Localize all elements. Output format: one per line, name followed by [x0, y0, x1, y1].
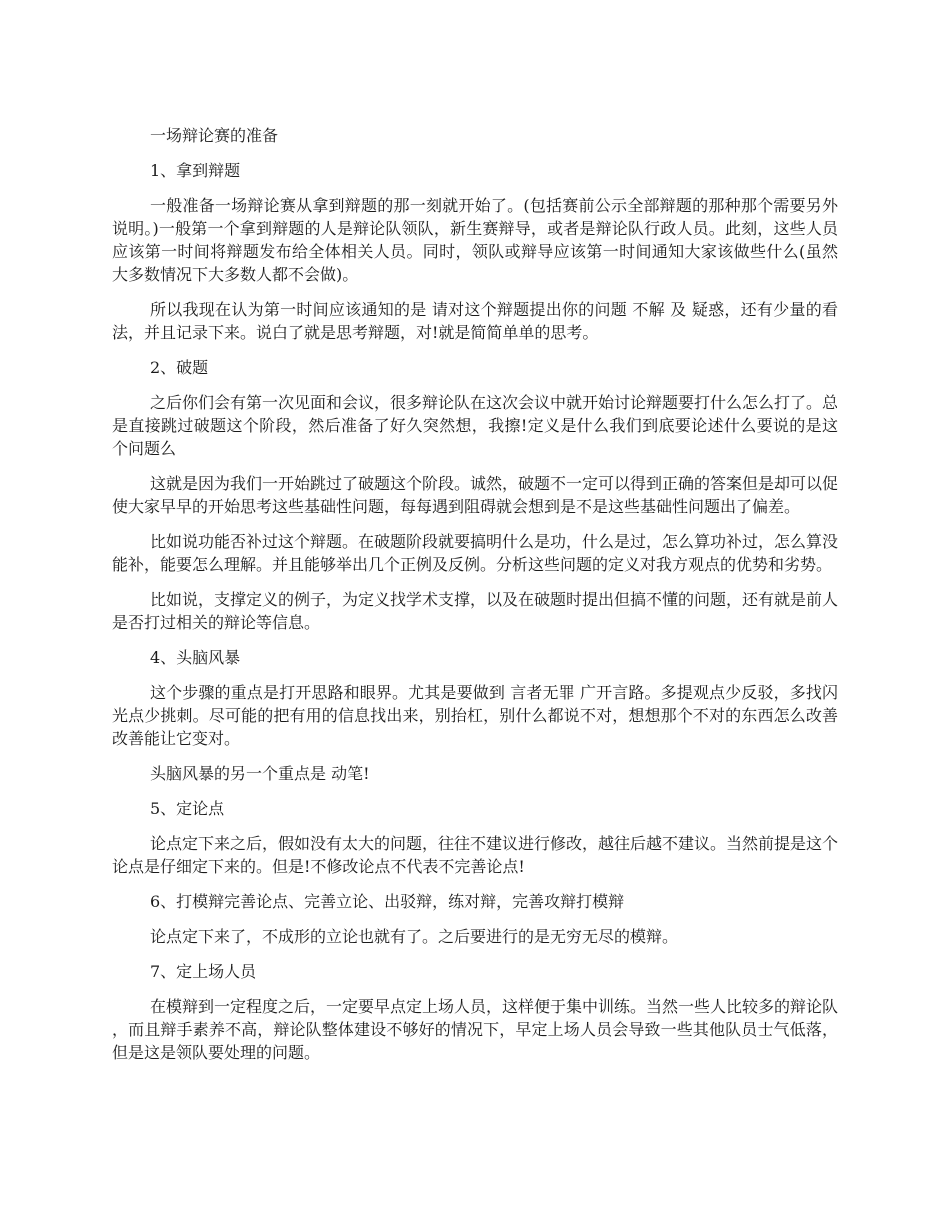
paragraph: 这就是因为我们一开始跳过了破题这个阶段。诚然，破题不一定可以得到正确的答案但是却可以促使大家早早的开始思考这些基础性问题，每每遇到阻碍就会想到是不是这些基础性问题出了偏差。	[112, 474, 839, 516]
section-heading: 6、打模辩完善论点、完善立论、出驳辩，练对辩，完善攻辩打模辩	[150, 892, 625, 911]
paragraph: 之后你们会有第一次见面和会议，很多辩论队在这次会议中就开始讨论辩题要打什么怎么打了。总是直接跳过破题这个阶段，然后准备了好久突然想，我擦!定义是什么我们到底要论述什么要说的是这个问题么	[112, 393, 839, 458]
paragraph: 一般准备一场辩论赛从拿到辩题的那一刻就开始了。(包括赛前公示全部辩题的那种那个需要另外说明。)一般第一个拿到辩题的人是辩论队领队，新生赛辩导，或者是辩论队行政人员。此刻，这些人员应该第一时间将辩题发布给全体相关人员。同时，领队或辩导应该第一时间通知大家该做些什么(虽然大多数情况下大多数人都不会做)。	[112, 196, 838, 284]
paragraph: 这个步骤的重点是打开思路和眼界。尤其是要做到 言者无罪 广开言路。多提观点少反驳，多找闪光点少挑刺。尽可能的把有用的信息找出来，别抬杠，别什么都说不对，想想那个不对的东西怎么改善改善能让它变对。	[112, 683, 838, 748]
section-heading: 1、拿到辩题	[150, 161, 241, 180]
paragraph: 所以我现在认为第一时间应该通知的是 请对这个辩题提出你的问题 不解 及 疑惑，还有少量的看法，并且记录下来。说白了就是思考辩题，对!就是简简单单的思考。	[112, 300, 838, 342]
paragraph: 在模辩到一定程度之后，一定要早点定上场人员，这样便于集中训练。当然一些人比较多的辩论队，而且辩手素养不高，辩论队整体建设不够好的情况下，早定上场人员会导致一些其他队员士气低落，但是这是领队要处理的问题。	[112, 997, 839, 1062]
section-heading: 2、破题	[150, 358, 209, 377]
paragraph: 比如说，支撑定义的例子，为定义找学术支撑，以及在破题时提出但搞不懂的问题，还有就是前人是否打过相关的辩论等信息。	[112, 590, 839, 632]
paragraph-short: 头脑风暴的另一个重点是 动笔!	[150, 764, 370, 783]
section-heading: 7、定上场人员	[150, 962, 257, 981]
section-heading: 4、头脑风暴	[150, 648, 241, 667]
section-heading: 5、定论点	[150, 799, 225, 818]
paragraph: 比如说功能否补过这个辩题。在破题阶段就要搞明什么是功，什么是过，怎么算功补过，怎么算没能补，能要怎么理解。并且能够举出几个正例及反例。分析这些问题的定义对我方观点的优势和劣势。	[112, 532, 839, 574]
document-page	[112, 124, 838, 1076]
document-title: 一场辩论赛的准备	[150, 126, 279, 145]
paragraph-short: 论点定下来了，不成形的立论也就有了。之后要进行的是无穷无尽的模辩。	[150, 927, 679, 946]
paragraph: 论点定下来之后，假如没有太大的问题，往往不建议进行修改，越往后越不建议。当然前提是这个论点是仔细定下来的。但是!不修改论点不代表不完善论点!	[112, 834, 839, 876]
